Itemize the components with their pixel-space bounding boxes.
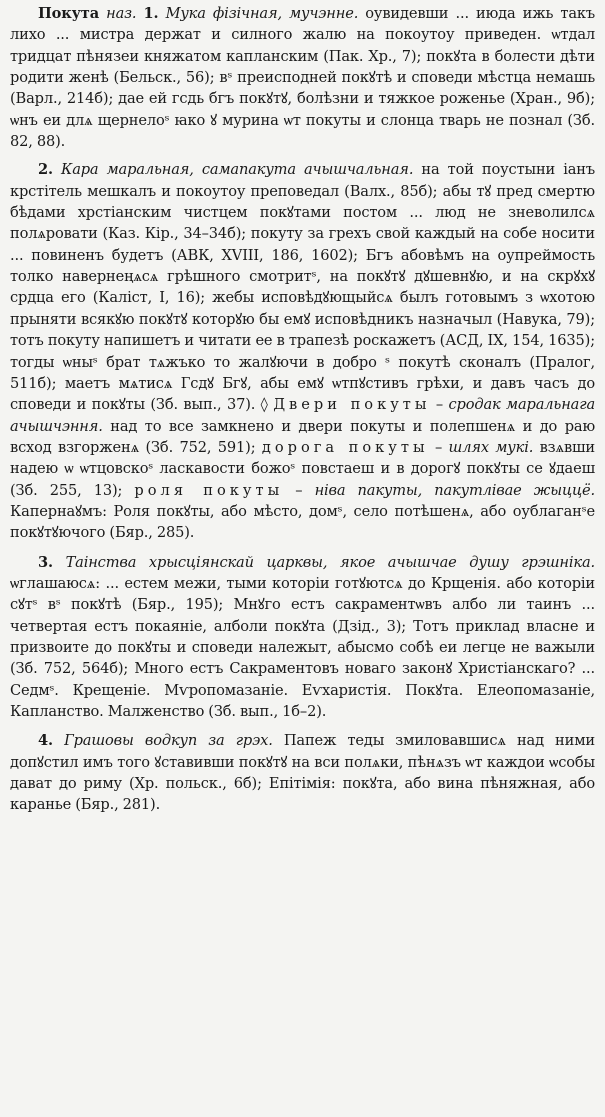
- dictionary-entry-sense-3: [10, 552, 595, 723]
- sense-definition: Грашовы водкуп за грэх.: [64, 732, 273, 750]
- phrase-citations: Капернаꙋмъ: Роля покꙋты, або мѣсто, домˢ, село потѣшенѧ, або оублаганˢе покꙋтꙋючого (Бяр., 285).: [10, 502, 595, 542]
- phrase-meaning: шлях мукі.: [448, 438, 534, 456]
- dictionary-entry-sense-4: [10, 730, 595, 815]
- sense-definition: Таінства хрысціянскай царквы, якое ачышчае душу грэшніка.: [65, 553, 595, 571]
- phrase-meaning: ніва пакуты, пакутлівае жыццё.: [314, 481, 595, 499]
- phrase-citations: над то все замкнено и двери покуты и полепшенѧ и до раю всход взгорженѧ (Зб. 752, 591);: [10, 417, 595, 456]
- sense-number: 3.: [38, 553, 53, 571]
- phrase-term: роля покуты: [134, 481, 284, 499]
- sense-citations: ѡглашаюсѧ: ... естем межи, тыми которіи готꙋютсѧ до Крщенія. або которіи сꙋтˢ вˢ покꙋтѣ (Бяр., 195); Мнꙋго естъ сакраментѡвъ албо ли таинъ ... четвертая естъ покаяніе, алболи покꙋта (Дзід., 3); Тотъ приклад власне и призвоите до покꙋты и споведи належыт, абысмо собѣ еи легце не важыли (Зб. 752, 564б); Много естъ Сакраментовъ новаго законꙋ Христіанскаго? ... Седмˢ. Крещеніе. Мѵропомазаніе. Еѵхаристія. Покꙋта. Елеопомазаніе, Капланство. Малженство (Зб. вып., 1б–2).: [10, 574, 595, 720]
- headword: Покута: [38, 5, 99, 22]
- phrase-meaning: сродак маральнага ачышчэння.: [10, 396, 595, 435]
- sense-definition: Кара маральная, самапакута ачышчальная.: [61, 161, 414, 179]
- sense-citations: оувидевши ... июда ижь такъ лихо ... мистра держат и силного жалю на покоутоу приведен. ѡтдал тридцат пѣнязеи княжатом капланским (Пак. Хр., 7); покꙋта в болести дѣти родити женѣ (Бельск., 56); вˢ преисподней покꙋтѣ и споведи мѣстца немашь (Варл., 214б); дае ей гсдь бгъ покꙋтꙋ, болѣзни и тяжкое роженье (Хран., 9б); ѡнъ еи длѧ щернелоˢ ꙗко ꙋ мурина ѡт покуты и слонца тварь не познал (Зб. 82, 88).: [10, 5, 595, 151]
- sense-number: 1.: [143, 5, 159, 22]
- sense-definition: Мука фізічная, мучэнне.: [165, 5, 359, 22]
- dictionary-entry-sense-1: [10, 3, 595, 152]
- dictionary-entry-sense-2: 2. Кара маральная, самапакута ачышчальная. на той поустыни іанъ крстітель мешкалъ и покоутоу преповедал (Валх., 85б); абы тꙋ пред смертю бѣдами хрстіанским чистцем покꙋтами постом ... люд не зневолилсѧ полѧровати (Каз. Кір., 34–34б); покуту за грехъ свой каждый на собе носити ... повиненъ будетъ (АВК, XVIII, 186, 1602); Бгъ абовѣмъ на оупреймость толко навернеңѧсѧ грѣшного смотритˢ, на покꙋтꙋ дꙋшевнꙋю, и на скрꙋхꙋ срдца его (Каліст, I, 16); жебы исповѣдꙋющыйсѧ былъ готовымъ з ѡхотою прыняти всякꙋю покꙋтꙋ которꙋю бы емꙋ исповѣдникъ назначыл (Навука, 79); тотъ покуту напишетъ и читати ее в трапезѣ роскажетъ (АСД, IX, 154, 1635); тогды ѡныˢ брат тѧжъко то жалꙋючи в добро ˢ покутѣ сконалъ (Пралог, 511б); маетъ мѧтисѧ Гсдꙋ Бгꙋ, абы емꙋ ѡтпꙋстивъ грѣхи, и давъ часъ до споведи и покꙋты (Зб. вып., 37). ◊ Двери покуты – сродак маральнага ачышчэння. над то все замкнено и двери покуты и полепшенѧ и до раю всход взгорженѧ (Зб. 752, 591); дорога покуты – шлях мукі. взѧвши надею ѡ ѡтцовскоˢ ласкавости божоˢ повстаеш и в дорогꙋ покꙋты се ꙋдаеш (Зб. 255, 13); роля покуты – ніва пакуты, пакутлівае жыццё. Капернаꙋмъ: Роля покꙋты, або мѣсто, домˢ, село потѣшенѧ, або оублаганˢе покꙋтꙋючого (Бяр., 285).: [10, 161, 595, 542]
- sense-number: 2.: [38, 161, 53, 179]
- sense-number: 4.: [38, 732, 53, 750]
- sense-citations: на той поустыни іанъ крстітель мешкалъ и покоутоу преповедал (Валх., 85б); абы тꙋ пред смертю бѣдами хрстіанским чистцем покꙋтами постом ... люд не зневолилсѧ полѧровати (Каз. Кір., 34–34б); покуту за грехъ свой каждый на собе носити ... повиненъ будетъ (АВК, XVIII, 186, 1602); Бгъ абовѣмъ на оупреймость толко навернеңѧсѧ грѣшного смотритˢ, на покꙋтꙋ дꙋшевнꙋю, и на скрꙋхꙋ срдца его (Каліст, I, 16); жебы исповѣдꙋющыйсѧ былъ готовымъ з ѡхотою прыняти всякꙋю покꙋтꙋ которꙋю бы емꙋ исповѣдникъ назначыл (Навука, 79); тотъ покуту напишетъ и читати ее в трапезѣ роскажетъ (АСД, IX, 154, 1635); тогды ѡныˢ брат тѧжъко то жалꙋючи в добро ˢ покутѣ сконалъ (Пралог, 511б); маетъ мѧтисѧ Гсдꙋ Бгꙋ, абы емꙋ ѡтпꙋстивъ грѣхи, и давъ часъ до споведи и покꙋты (Зб. вып., 37). ◊: [10, 161, 595, 414]
- phrase-citations: взѧвши надею ѡ ѡтцовскоˢ ласкавости божоˢ повстаеш и в дорогꙋ покꙋты се ꙋдаеш (Зб. 255, 13);: [10, 438, 595, 499]
- sense-citations: Папеж теды змиловавшисѧ над ними допꙋстил имъ того ꙋставивши покꙋтꙋ на вси полѧки, пѣнѧзъ ѡт каждои ѡсобы дават до риму (Хр. польск., 6б); Епітімія: покꙋта, або вина пѣняжная, або караньe (Бяр., 281).: [10, 732, 595, 814]
- phrase-term: Двери покуты: [273, 396, 431, 414]
- grammar-label: наз.: [106, 5, 137, 22]
- phrase-term: дорога покуты: [261, 438, 429, 456]
